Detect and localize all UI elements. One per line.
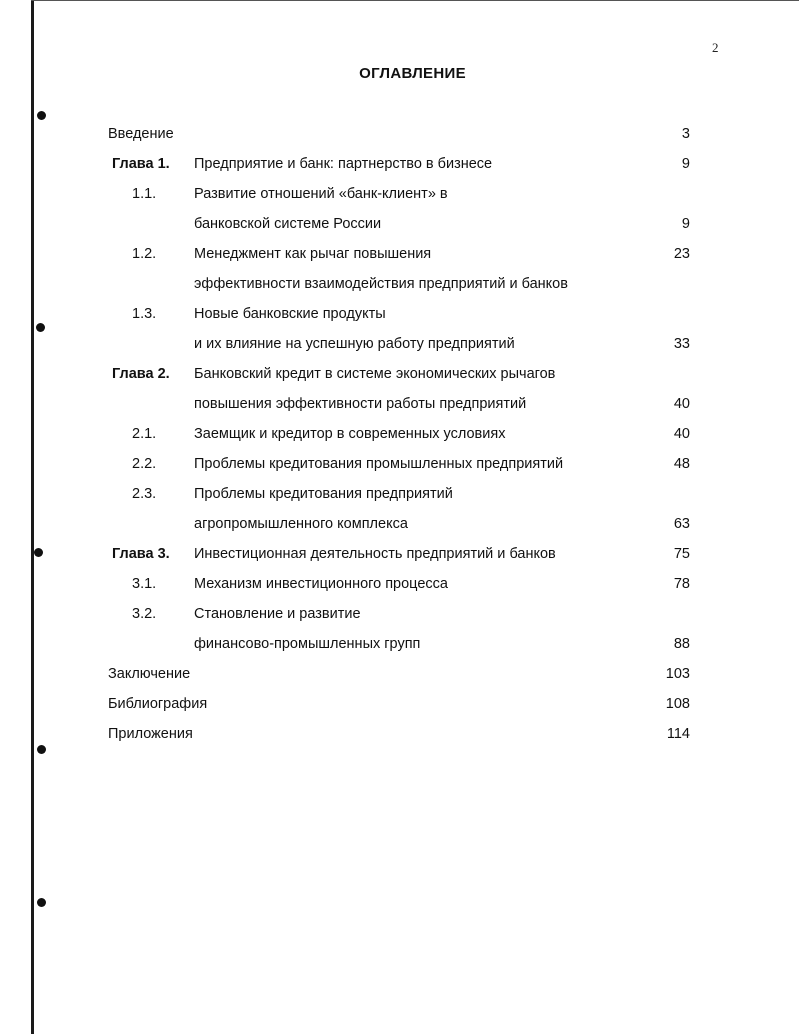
toc-entry-text: банковской системе России [194,216,382,232]
toc-entry-label: 1.1. [132,186,157,202]
toc-entry-text: повышения эффективности работы предприятий [194,396,527,412]
punch-hole [37,898,46,907]
toc-entry-text: Развитие отношений «банк-клиент» в [194,186,448,202]
toc-entry-text: Проблемы кредитования промышленных предприятий [194,456,564,472]
toc-entry-page: 9 [681,216,690,232]
toc-entry-text: Менеджмент как рычаг повышения [194,246,432,262]
toc-entry-label: 2.2. [132,456,157,472]
toc-entry-text: и их влияние на успешную работу предприятий [194,336,515,352]
toc-entry [0,273,799,295]
toc-entry-page: 75 [673,546,690,562]
toc-entry [0,183,799,205]
toc-entry-text: Становление и развитие [194,606,361,622]
toc-entry-label: 2.3. [132,486,157,502]
toc-entry-label: Введение [108,126,174,142]
toc-entry-text: Механизм инвестиционного процесса [194,576,448,592]
toc-entry [0,603,799,625]
toc-entry-label: Глава 3. [112,546,170,562]
toc-entry-label: Приложения [108,726,193,742]
toc-entry [0,453,799,475]
toc-entry-page: 63 [673,516,690,532]
toc-entry-label: Глава 2. [112,366,170,382]
toc-entry [0,723,799,745]
toc-entry [0,513,799,535]
toc-entry [0,573,799,595]
toc-entry-page: 33 [673,336,690,352]
toc-entry-text: Инвестиционная деятельность предприятий и банков [194,546,556,562]
toc-entry-text: эффективности взаимодействия предприятий и банков [194,276,568,292]
toc-entry-label: 3.1. [132,576,157,592]
toc-entry-page: 88 [673,636,690,652]
toc-entry [0,123,799,145]
toc-entry [0,153,799,175]
toc-entry [0,543,799,565]
toc-entry-page: 3 [681,126,690,142]
toc-entry-page: 40 [673,426,690,442]
toc-entry-label: Библиография [108,696,208,712]
toc-entry-text: агропромышленного комплекса [194,516,408,532]
toc-entry-label: 1.3. [132,306,157,322]
punch-hole [37,111,46,120]
toc-entry [0,633,799,655]
toc-entry [0,693,799,715]
toc-entry [0,363,799,385]
toc-entry [0,483,799,505]
toc-entry-text: Проблемы кредитования предприятий [194,486,453,502]
toc-entry-page: 48 [673,456,690,472]
toc-entry-label: Заключение [108,666,191,682]
toc-entry [0,423,799,445]
toc-entry-text: Банковский кредит в системе экономических рычагов [194,366,556,382]
toc-entry-page: 78 [673,576,690,592]
toc-entry-label: 2.1. [132,426,157,442]
toc-entry-label: 3.2. [132,606,157,622]
toc-entry-text: Заемщик и кредитор в современных условиях [194,426,506,442]
toc-entry-label: 1.2. [132,246,157,262]
toc-entry [0,393,799,415]
toc-entry [0,213,799,235]
toc-entry-label: Глава 1. [112,156,170,172]
toc-entry [0,243,799,265]
toc-entry [0,663,799,685]
toc-entry-page: 40 [673,396,690,412]
punch-hole [37,745,46,754]
page-number: 2 [712,40,719,55]
page-title: ОГЛАВЛЕНИЕ [359,65,466,82]
toc-entry-page: 114 [666,726,690,742]
toc-entry-text: Предприятие и банк: партнерство в бизнесе [194,156,493,172]
toc-entry-page: 9 [681,156,690,172]
toc-entry [0,333,799,355]
toc-entry-text: Новые банковские продукты [194,306,386,322]
toc-entry-page: 108 [665,696,690,712]
toc-entry [0,303,799,325]
toc-entry-text: финансово-промышленных групп [194,636,421,652]
toc-entry-page: 103 [665,666,690,682]
toc-entry-page: 23 [673,246,690,262]
scan-top-edge [31,0,799,1]
